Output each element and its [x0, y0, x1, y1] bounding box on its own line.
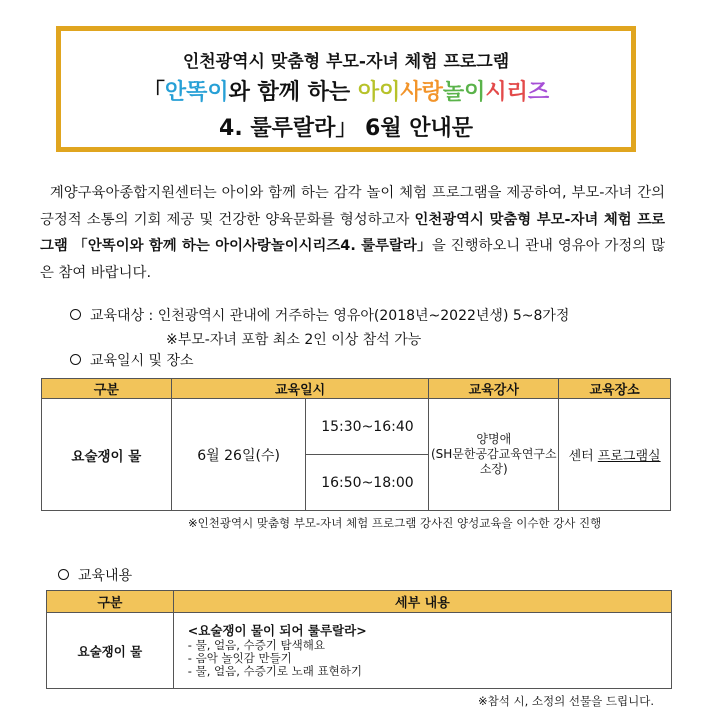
- content-title: <요술쟁이 물이 되어 룰루랄라>: [187, 622, 367, 638]
- title-series-part-2: 사랑: [400, 80, 443, 105]
- target-sub-note: ※부모-자녀 포함 최소 2인 이상 참석 가능: [166, 332, 422, 348]
- content-item-3: - 물, 얼음, 수증기로 노래 표현하기: [187, 663, 362, 678]
- title-bracket-open: 「: [142, 80, 165, 105]
- schedule-instructor: [429, 399, 559, 511]
- schedule-row-1: [42, 399, 671, 455]
- title-series-part-4: 시리: [485, 80, 528, 105]
- title-series-part-1: 아이: [357, 80, 401, 105]
- schedule-note: ※인천광역시 맞춤형 부모-자녀 체험 프로그램 강사진 양성교육을 이수한 강사 진행: [188, 516, 602, 530]
- title-line-2: [61, 75, 631, 106]
- instructor-org: (SH문한공감교육연구소 소장): [430, 447, 557, 476]
- intro-text-1: 계양구육아종합지원센터는 아이와 함께 하는 감각 놀이 체험 프로그램을 제공하여, 부모-자녀 간의 긍정적 소통의 기회 제공 및 건강한 양육문화를 형성하고자: [40, 185, 665, 228]
- schedule-header-category: 구분: [42, 379, 172, 399]
- schedule-heading: [70, 350, 194, 370]
- content-item-1: - 물, 얼음, 수증기 탐색해요: [187, 637, 325, 652]
- content-note: ※참석 시, 소정의 선물을 드립니다.: [478, 694, 654, 708]
- intro-bold-text: 인천광역시 맞춤형 부모-자녀 체험 프로그램 「안똑이와 함께 하는 아이사랑놀이시리즈4. 룰루랄라」: [40, 211, 665, 254]
- schedule-header-instructor: 교육강사: [429, 379, 559, 399]
- content-detail: [173, 613, 671, 689]
- target-label: 교육대상 : 인천광역시 관내에 거주하는 영유아(2018년~2022년생) 5~8가정: [90, 308, 570, 324]
- content-table: [46, 590, 672, 689]
- content-category: 요술쟁이 물: [47, 613, 174, 689]
- content-heading-label: 교육내용: [78, 568, 133, 584]
- title-series-part-3: 놀이: [442, 80, 486, 105]
- content-heading: [58, 565, 132, 585]
- location-room: 프로그램실: [597, 449, 661, 464]
- title-series-part-5: 즈: [527, 80, 550, 105]
- schedule-time-1: 15:30~16:40: [306, 399, 429, 455]
- intro-paragraph: [40, 180, 665, 286]
- schedule-header-location: 교육장소: [559, 379, 671, 399]
- schedule-category: 요술쟁이 물: [42, 399, 172, 511]
- intro-text-2: 을 진행하오니 관내 영유아 가정의 많은 참여 바랍니다.: [40, 238, 665, 281]
- content-item-2: - 음악 놀잇감 만들기: [187, 650, 292, 665]
- schedule-heading-label: 교육일시 및 장소: [90, 353, 194, 369]
- title-line-1: 인천광역시 맞춤형 부모-자녀 체험 프로그램: [182, 52, 510, 72]
- content-header-category: 구분: [47, 591, 174, 613]
- circle-bullet-icon: [70, 354, 81, 365]
- title-box: [56, 26, 636, 152]
- content-header-row: [47, 591, 672, 613]
- content-row: [47, 613, 672, 689]
- schedule-header-row: [42, 379, 671, 399]
- schedule-location: [559, 399, 671, 511]
- schedule-time-2: 16:50~18:00: [306, 455, 429, 511]
- title-word-antokki: 안똑이: [164, 80, 229, 105]
- schedule-table: [41, 378, 671, 511]
- instructor-name: 양명애: [476, 432, 512, 446]
- schedule-header-datetime: 교육일시: [171, 379, 429, 399]
- location-prefix: 센터: [568, 449, 598, 464]
- content-header-detail: 세부 내용: [173, 591, 671, 613]
- title-line-3: 4. 룰루랄라」 6월 안내문: [219, 116, 473, 141]
- circle-bullet-icon: [70, 309, 81, 320]
- title-mid-text: 와 함께 하는: [228, 80, 358, 105]
- schedule-date: 6월 26일(수): [171, 399, 306, 511]
- target-line: [70, 305, 569, 325]
- circle-bullet-icon: [58, 569, 69, 580]
